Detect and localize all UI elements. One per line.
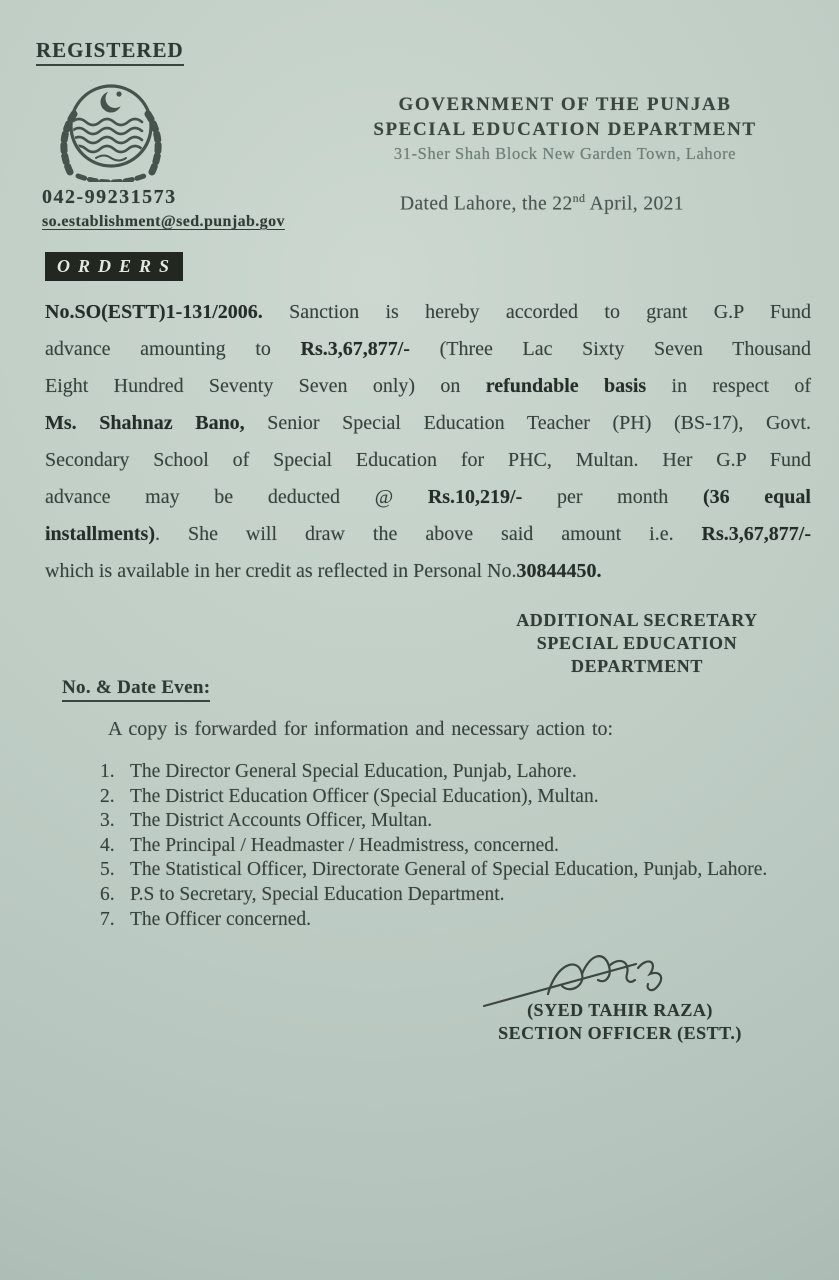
phone-number: 042-99231573 [42,186,177,208]
cc-list-item: 6. P.S to Secretary, Special Education Department. [100,883,505,905]
cc-list-item: 4. The Principal / Headmaster / Headmistress, concerned. [100,834,559,856]
letterhead [350,92,780,165]
signatory-line: DEPARTMENT [570,656,704,676]
officer-name: (SYED TAHIR RAZA) [527,1000,713,1020]
order-line: which is available in her credit as reflected in Personal No.30844450. [45,560,602,582]
ordinal-superscript: nd [572,191,586,205]
email-address: so.establishment@sed.punjab.gov [42,213,285,230]
department-title: SPECIAL EDUCATION DEPARTMENT [373,119,757,140]
signatory-designation [500,609,774,678]
cc-list [100,760,800,932]
punjab-government-emblem-icon [48,76,174,182]
order-line: Secondary School of Special Education for PHC, Multan. Her G.P Fund [45,449,811,471]
order-line: advance amounting to Rs.3,67,877/- (Three Lac Sixty Seven Thousand [45,338,811,360]
order-line: installments). She will draw the above said amount i.e. Rs.3,67,877/- [45,523,811,545]
orders-heading: ORDERS [45,252,183,281]
order-line: advance may be deducted @ Rs.10,219/- per month (36 equal [45,486,811,508]
registered-stamp: REGISTERED [36,38,184,66]
department-address: 31-Sher Shah Block New Garden Town, Lahore [393,144,737,163]
cc-list-item: 1. The Director General Special Education, Punjab, Lahore. [100,761,577,782]
handwritten-signature-icon [478,938,722,1014]
government-title: GOVERNMENT OF THE PUNJAB [398,94,732,115]
signatory-line: SPECIAL EDUCATION [536,633,738,653]
cc-list-item: 2. The District Education Officer (Special Education), Multan. [100,785,599,807]
forwarding-line: A copy is forwarded for information and necessary action to: [108,718,614,740]
order-paragraph [45,294,811,590]
order-line: No.SO(ESTT)1-131/2006. Sanction is hereby accorded to grant G.P Fund [45,301,811,323]
cc-list-item: 3. The District Accounts Officer, Multan. [100,810,433,832]
cc-list-item: 7. The Officer concerned. [100,908,311,930]
reference-label: No. & Date Even: [62,677,210,702]
order-line: Ms. Shahnaz Bano, Senior Special Education Teacher (PH) (BS-17), Govt. [45,412,811,434]
signatory-line: ADDITIONAL SECRETARY [516,610,758,630]
officer-title: SECTION OFFICER (ESTT.) [498,1022,742,1043]
date-line: Dated Lahore, the 22nd April, 2021 [400,191,684,215]
cc-list-item: 5. The Statistical Officer, Directorate General of Special Education, Punjab, Lahore. [100,859,768,881]
order-line: Eight Hundred Seventy Seven only) on refundable basis in respect of [45,375,811,397]
